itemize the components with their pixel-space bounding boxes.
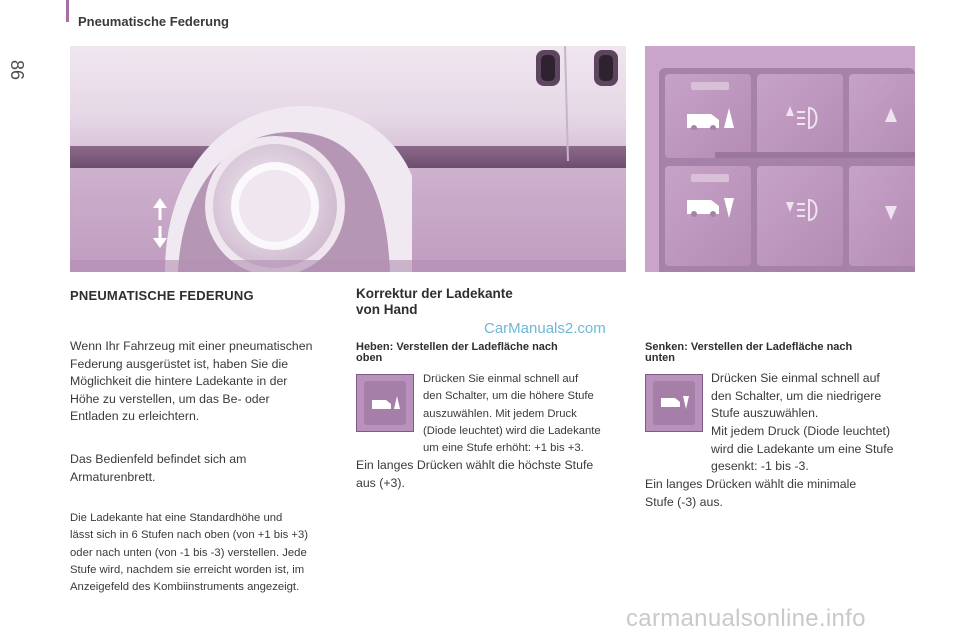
- text-line: (Diode leuchtet) wird die Ladekante: [423, 424, 601, 437]
- triangle-up-icon: [885, 108, 897, 122]
- text-line: Drücken Sie einmal schnell auf: [423, 373, 579, 385]
- van-down-icon: [660, 395, 690, 411]
- headlamp-down-icon: [785, 196, 825, 224]
- arrow-up-down-icon: [152, 198, 168, 248]
- text-line: gesenkt: -1 bis -3.: [711, 459, 809, 473]
- header-accent-bar: [66, 0, 69, 22]
- headlamp-up-icon: [785, 104, 825, 132]
- text-line: Drücken Sie einmal schnell auf: [711, 371, 880, 385]
- lower-long-press: [645, 476, 925, 511]
- text-line: Anzeigefeld des Kombiinstruments angezeigt.: [70, 581, 300, 594]
- subheading-line: Heben: Verstellen der Ladefläche nach: [356, 341, 558, 353]
- switch-panel-illustration: [645, 46, 915, 272]
- van-down-icon: [685, 196, 735, 220]
- raise-long-press: [356, 457, 636, 492]
- manual-correction-heading: [356, 286, 576, 318]
- text-line: Entladen zu erleichtern.: [70, 409, 200, 423]
- text-line: Ein langes Drücken wählt die minimale: [645, 477, 857, 491]
- van-wheel-illustration: [70, 46, 626, 272]
- text-line: Stufe (-3) aus.: [645, 494, 723, 509]
- subheading-line: Senken: Verstellen der Ladefläche nach: [645, 341, 853, 353]
- text-line: auszuwählen. Mit jedem Druck: [423, 407, 577, 420]
- lower-instructions: [711, 370, 926, 423]
- text-line: Möglichkeit die hintere Ladekante in der: [70, 374, 288, 388]
- text-line: oder nach unten (von -1 bis -3) verstellen. Jede: [70, 546, 307, 559]
- carmanuals-watermark: CarManuals2.com: [484, 320, 606, 337]
- heading-line: von Hand: [356, 302, 418, 317]
- raise-instructions: [423, 371, 633, 457]
- text-line: den Schalter, um die höhere Stufe: [423, 390, 594, 403]
- standard-height-paragraph: [70, 510, 355, 596]
- text-line: Höhe zu verstellen, um das Be- oder: [70, 391, 270, 406]
- triangle-down-icon: [885, 206, 897, 220]
- text-line: um eine Stufe erhöht: +1 bis +3.: [423, 442, 584, 455]
- lower-subheading: [645, 342, 915, 364]
- text-line: wird die Ladekante um eine Stufe: [711, 441, 894, 456]
- van-up-icon: [371, 395, 401, 411]
- van-up-icon: [685, 106, 735, 130]
- raise-button-thumbnail: [356, 374, 414, 432]
- text-line: Armaturenbrett.: [70, 469, 156, 484]
- text-line: Ein langes Drücken wählt die höchste Stufe: [356, 458, 594, 472]
- page-header-title: Pneumatische Federung: [78, 14, 229, 29]
- intro-paragraph: [70, 338, 350, 426]
- subheading-line: unten: [645, 352, 675, 364]
- page-number: 86: [7, 60, 27, 81]
- text-line: Mit jedem Druck (Diode leuchtet): [711, 424, 891, 438]
- text-line: Die Ladekante hat eine Standardhöhe und: [70, 512, 283, 524]
- text-line: aus (+3).: [356, 475, 405, 490]
- footer-watermark: carmanualsonline.info: [626, 605, 866, 632]
- lower-step-info: [711, 423, 926, 476]
- subheading-line: oben: [356, 352, 383, 364]
- raise-subheading: [356, 342, 626, 364]
- text-line: lässt sich in 6 Stufen nach oben (von +1 bis +3): [70, 529, 309, 542]
- text-line: Wenn Ihr Fahrzeug mit einer pneumatischen: [70, 339, 313, 353]
- text-line: den Schalter, um die niedrigere: [711, 388, 882, 403]
- text-line: Federung ausgerüstet ist, haben Sie die: [70, 356, 289, 371]
- panel-location-paragraph: [70, 451, 350, 486]
- text-line: Stufe wird, nachdem sie erreicht worden ist, im: [70, 563, 305, 576]
- text-line: Das Bedienfeld befindet sich am: [70, 452, 247, 466]
- section-heading: PNEUMATISCHE FEDERUNG: [70, 288, 254, 303]
- lower-button-thumbnail: [645, 374, 703, 432]
- heading-line: Korrektur der Ladekante: [356, 286, 513, 301]
- text-line: Stufe auszuwählen.: [711, 406, 819, 420]
